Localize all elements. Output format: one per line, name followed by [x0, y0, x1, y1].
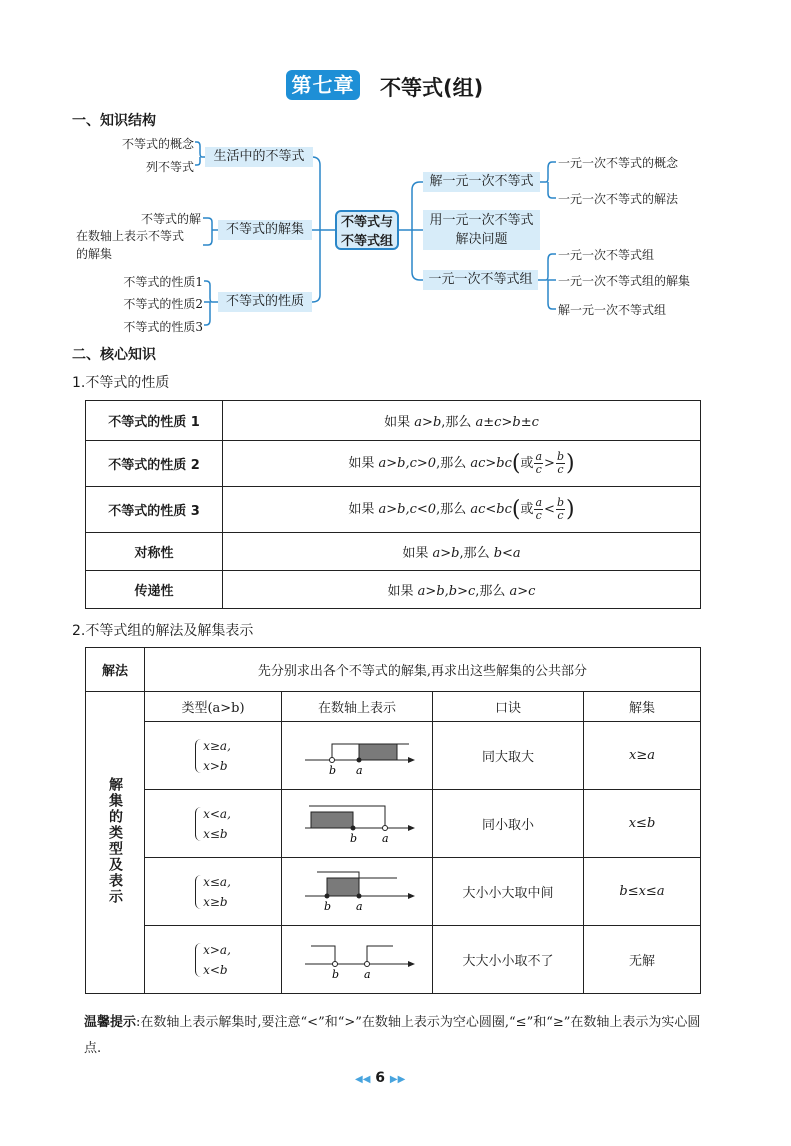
- expr-right: b±c: [512, 415, 539, 430]
- node-system: 一元一次不等式组: [423, 270, 538, 290]
- center-line-2: 不等式组: [340, 234, 393, 249]
- text-if: 如果: [384, 415, 415, 430]
- systems-table: [85, 647, 701, 994]
- header-row: [86, 692, 701, 722]
- denominator: c: [557, 463, 564, 476]
- system-brace: [195, 872, 231, 912]
- section-knowledge-structure: 一、知识结构: [72, 113, 156, 129]
- system-cell: [145, 858, 282, 926]
- numerator: a: [535, 450, 543, 463]
- leaf-linear-concept: 一元一次不等式的概念: [558, 156, 679, 170]
- system-brace: [195, 804, 231, 844]
- fraction: [556, 497, 565, 522]
- label-a: a: [382, 831, 389, 845]
- method-label: 解法: [86, 648, 145, 692]
- text-then: ,那么: [459, 546, 494, 561]
- result: ac>bc: [470, 456, 512, 471]
- rule-cell: 同大取大: [433, 722, 584, 790]
- property-name: 对称性: [86, 533, 223, 571]
- paren-open: (: [511, 451, 521, 476]
- denominator: c: [535, 463, 542, 476]
- type-row: [86, 858, 701, 926]
- section-core-knowledge: 二、核心知识: [72, 347, 156, 363]
- inequality-2: x≥b: [203, 894, 228, 909]
- types-vertical-label: 解集的类型及表示: [107, 776, 123, 905]
- expr-left: a±c: [475, 415, 502, 430]
- system-brace: [195, 736, 231, 776]
- properties-table: [85, 400, 701, 609]
- text-then: ,那么: [441, 415, 476, 430]
- condition: a>b,c>0: [378, 456, 437, 471]
- header-rule: 口诀: [433, 692, 584, 722]
- leaf-system: 一元一次不等式组: [558, 248, 655, 262]
- result: a>c: [509, 584, 536, 599]
- inequality-1: x>a,: [203, 942, 231, 957]
- leaf-property-1: 不等式的性质1: [123, 275, 203, 289]
- label-b: b: [350, 831, 358, 845]
- solution-text: x≤b: [628, 816, 656, 831]
- inequality-2: x≤b: [203, 826, 228, 841]
- node-word-problems: [423, 210, 540, 250]
- number-line-cell: [282, 926, 433, 994]
- property-row: [86, 401, 701, 441]
- types-label-cell: [86, 692, 145, 994]
- rule-cell: 同小取小: [433, 790, 584, 858]
- label-b: b: [324, 899, 332, 913]
- property-name: 不等式的性质 3: [86, 487, 223, 533]
- type-row: [86, 722, 701, 790]
- numerator: b: [556, 496, 564, 509]
- label-b: b: [332, 967, 340, 981]
- denominator: c: [535, 509, 542, 522]
- leaf-property-3: 不等式的性质3: [123, 320, 203, 334]
- property-content: [223, 487, 701, 533]
- property-name: 不等式的性质 1: [86, 401, 223, 441]
- property-row: [86, 487, 701, 533]
- text-if: 如果: [348, 456, 379, 471]
- property-content: [223, 533, 701, 571]
- leaf-property-2: 不等式的性质2: [123, 297, 203, 311]
- fraction: [556, 451, 565, 476]
- property-row: [86, 571, 701, 609]
- inequality-1: x≤a,: [203, 874, 231, 889]
- system-brace: [195, 940, 231, 980]
- number-line-cell: [282, 790, 433, 858]
- op-rel: <: [544, 502, 555, 517]
- result: ac<bc: [470, 502, 512, 517]
- word-problems-line-2: 解决问题: [455, 232, 508, 247]
- label-b: b: [329, 763, 337, 777]
- type-row: [86, 926, 701, 994]
- op-rel: >: [544, 456, 555, 471]
- word-problems-line-1: 用一元一次不等式: [429, 213, 534, 228]
- tip-text: :在数轴上表示解集时,要注意“<”和“>”在数轴上表示为空心圆圈,“≤”和“≥”在数轴上表示为实心圆点.: [84, 1015, 701, 1056]
- solution-cell: [584, 926, 701, 994]
- rule-cell: 大大小小取不了: [433, 926, 584, 994]
- mindmap-center-node: [335, 210, 399, 250]
- rule-cell: 大小小大取中间: [433, 858, 584, 926]
- label-a: a: [356, 763, 363, 777]
- condition: a>b,b>c: [417, 584, 476, 599]
- var-b: b: [432, 415, 442, 430]
- leaf-linear-method: 一元一次不等式的解法: [558, 192, 679, 206]
- page-footer: [355, 1070, 405, 1086]
- number-line-diagram: [297, 932, 417, 984]
- leaf-concept: 不等式的概念: [121, 137, 194, 151]
- text-if: 如果: [387, 584, 418, 599]
- property-content: [223, 441, 701, 487]
- paren-close: ): [566, 497, 575, 522]
- solution-text: x≥a: [629, 748, 655, 763]
- leaf-solution-set: 的解集: [76, 247, 113, 261]
- property-row: [86, 441, 701, 487]
- node-properties: 不等式的性质: [218, 292, 312, 312]
- node-life-inequality: 生活中的不等式: [205, 147, 313, 167]
- op-gt: >: [501, 415, 513, 430]
- text-if: 如果: [402, 546, 433, 561]
- property-name: 传递性: [86, 571, 223, 609]
- numerator: a: [535, 496, 543, 509]
- inequality-1: x≥a,: [203, 738, 231, 753]
- leaf-number-line: 在数轴上表示不等式: [76, 229, 185, 243]
- solution-cell: [584, 722, 701, 790]
- paren-close: ): [566, 451, 575, 476]
- solution-text: b≤x≤a: [619, 884, 665, 899]
- condition: a>b,c<0: [378, 502, 437, 517]
- header-type: 类型(a>b): [145, 692, 282, 722]
- next-arrow-icon: ▶▶: [389, 1074, 406, 1085]
- system-cell: [145, 722, 282, 790]
- system-cell: [145, 790, 282, 858]
- method-text: 先分别求出各个不等式的解集,再求出这些解集的公共部分: [145, 648, 701, 692]
- property-row: [86, 533, 701, 571]
- paren-open: (: [511, 497, 521, 522]
- leaf-solve-system: 解一元一次不等式组: [558, 303, 667, 317]
- chapter-title: 不等式(组): [380, 76, 484, 100]
- subsection-systems: 2.不等式组的解法及解集表示: [72, 623, 254, 639]
- label-a: a: [364, 967, 371, 981]
- solution-text: 无解: [628, 954, 655, 969]
- property-content: [223, 401, 701, 441]
- var-a: a: [414, 415, 423, 430]
- numerator: b: [556, 450, 564, 463]
- solution-cell: [584, 790, 701, 858]
- number-line-diagram: [297, 796, 417, 848]
- inequality-2: x>b: [203, 758, 228, 773]
- header-solution: 解集: [584, 692, 701, 722]
- text-then: ,那么: [436, 502, 471, 517]
- leaf-solution: 不等式的解: [140, 212, 201, 226]
- solution-cell: [584, 858, 701, 926]
- leaf-list-inequality: 列不等式: [145, 160, 194, 174]
- center-line-1: 不等式与: [340, 215, 393, 230]
- header-number-line: 在数轴上表示: [282, 692, 433, 722]
- op-gt: >: [422, 415, 433, 430]
- node-solve-linear: 解一元一次不等式: [423, 172, 540, 192]
- prev-arrow-icon: ◀◀: [355, 1074, 371, 1085]
- subsection-properties: 1.不等式的性质: [72, 375, 170, 391]
- denominator: c: [557, 509, 564, 522]
- page-number: 6: [375, 1070, 386, 1086]
- method-row: [86, 648, 701, 692]
- tip-note: [84, 1010, 704, 1062]
- label-a: a: [356, 899, 363, 913]
- result: b<a: [493, 546, 521, 561]
- fraction: [534, 497, 543, 522]
- number-line-cell: [282, 722, 433, 790]
- inequality-1: x<a,: [203, 806, 231, 821]
- leaf-system-solution: 一元一次不等式组的解集: [558, 274, 691, 288]
- type-row: [86, 790, 701, 858]
- text-or: 或: [520, 456, 534, 471]
- inequality-2: x<b: [203, 962, 228, 977]
- number-line-diagram: [297, 864, 417, 916]
- node-solution-set: 不等式的解集: [218, 220, 312, 240]
- number-line-diagram: [297, 728, 417, 780]
- text-then: ,那么: [436, 456, 471, 471]
- text-then: ,那么: [475, 584, 510, 599]
- tip-label: 温馨提示: [84, 1015, 137, 1030]
- fraction: [534, 451, 543, 476]
- number-line-cell: [282, 858, 433, 926]
- system-cell: [145, 926, 282, 994]
- text-if: 如果: [348, 502, 379, 517]
- property-name: 不等式的性质 2: [86, 441, 223, 487]
- condition: a>b: [432, 546, 460, 561]
- chapter-badge: 第七章: [286, 70, 360, 100]
- text-or: 或: [520, 502, 534, 517]
- property-content: [223, 571, 701, 609]
